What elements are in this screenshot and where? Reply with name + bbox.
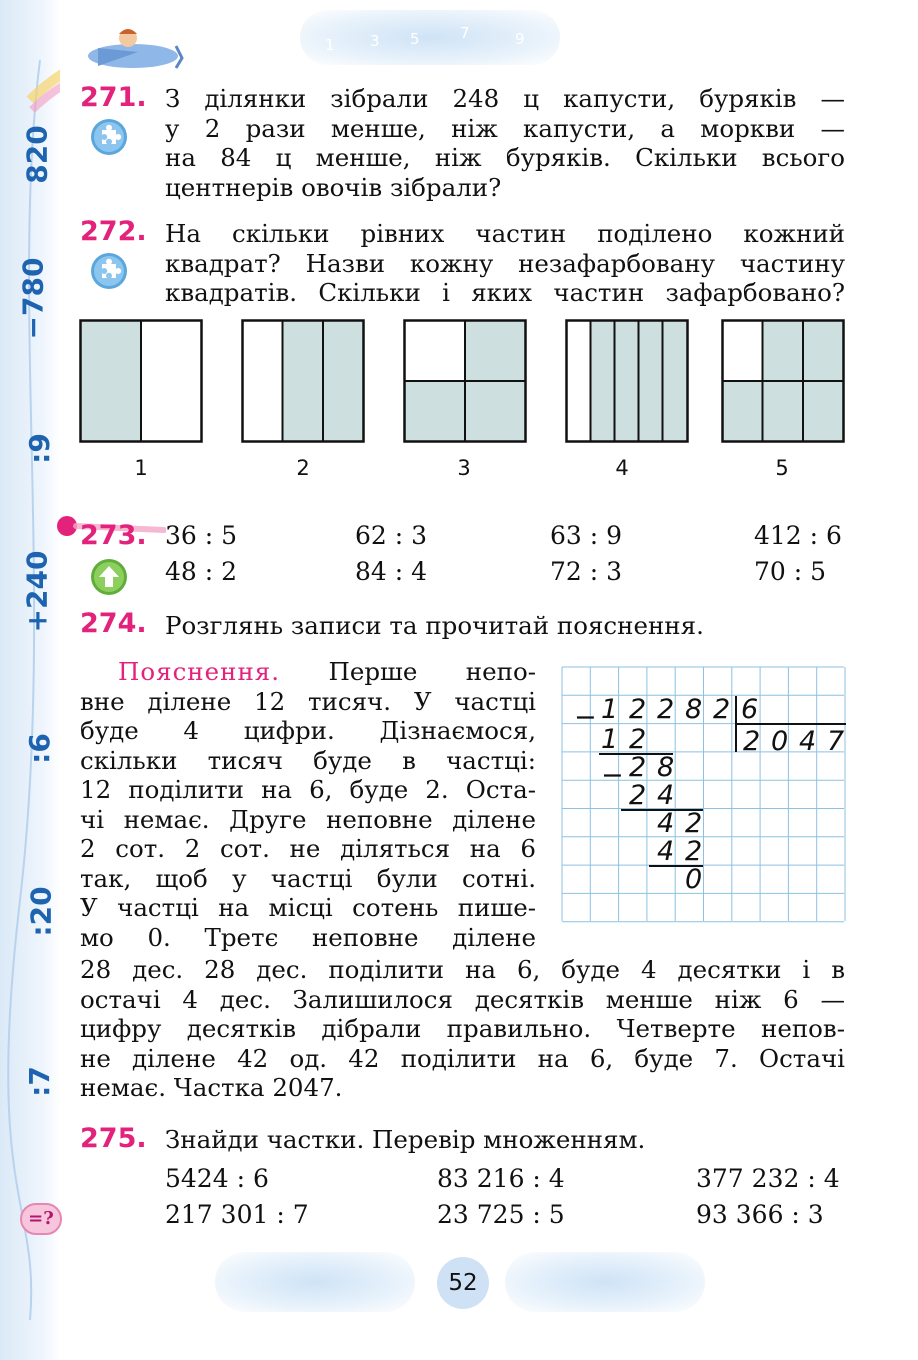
explanation-text: Перше непо- [328, 657, 536, 686]
task-273-number: 273. [80, 520, 147, 551]
rem3-digit: 0 [685, 864, 703, 895]
cloud-digit: 7 [460, 24, 470, 42]
expr-273: 72 : 3 [550, 557, 623, 586]
expr-275: 217 301 : 7 [165, 1200, 309, 1229]
task-271-number: 271. [80, 82, 147, 113]
expr-273: 62 : 3 [355, 521, 428, 550]
dividend-digit: 2 [629, 694, 647, 725]
expr-273: 63 : 9 [550, 521, 623, 550]
airplane-icon [78, 18, 188, 78]
explanation-line: немає. Частка 2047. [80, 1073, 343, 1102]
expr-275: 93 366 : 3 [696, 1200, 824, 1229]
rem2-digit: 4 [657, 808, 675, 839]
expr-275: 377 232 : 4 [696, 1164, 840, 1193]
side-label-div-9: :9 [22, 433, 56, 464]
task-272-number: 272. [80, 216, 147, 247]
square-4 [565, 319, 689, 443]
explanation-line: 12 поділити на 6, буде 2. Оста- [80, 775, 536, 804]
bottom-cloud-left [215, 1252, 415, 1312]
square-5 [721, 319, 845, 443]
explanation-line: 28 дес. 28 дес. поділити на 6, буде 4 десятки і в [80, 955, 845, 984]
bottom-cloud-right [505, 1252, 705, 1312]
quotient-digit: 4 [799, 726, 817, 757]
task-272-line: На скільки рівних частин поділено кожний [165, 219, 845, 248]
question-icon: =? [20, 1203, 62, 1235]
task-271-line: З ділянки зібрали 248 ц капусти, буряків — [165, 84, 845, 113]
explanation-wide [80, 955, 845, 1103]
quotient-digit: 0 [771, 726, 789, 757]
divisor: 6 [741, 694, 759, 725]
explanation-line: так, щоб у частці були сотні. [80, 863, 536, 893]
sub1-digit: 2 [629, 724, 647, 755]
side-label-div-7: :7 [22, 1066, 56, 1097]
cloud-digit: 9 [515, 30, 525, 48]
explanation-word: Пояснення. [118, 657, 281, 686]
dividend-digit: 1 [601, 694, 619, 725]
task-275-title: Знайди частки. Перевір множенням. [165, 1125, 646, 1154]
explanation-line: цифру десятків дібрали правильно. Четверте непов- [80, 1014, 845, 1043]
task-274-title: Розглянь записи та прочитай пояснення. [165, 611, 704, 640]
explanation-narrow [80, 657, 536, 952]
expr-273: 84 : 4 [355, 557, 428, 586]
side-label-plus-240: +240 [20, 550, 54, 633]
page-number: 52 [437, 1257, 489, 1309]
side-label-minus-780: −780 [16, 257, 50, 340]
sub2-digit: 2 [629, 780, 647, 811]
expr-273: 412 : 6 [754, 521, 842, 550]
expr-275: 23 725 : 5 [437, 1200, 565, 1229]
task-271-line: на 84 ц менше, ніж буряків. Скільки всього [165, 143, 845, 172]
square-label-5: 5 [775, 456, 789, 480]
side-curve [0, 0, 60, 1360]
cloud-digit: 3 [370, 32, 380, 50]
task-274-number: 274. [80, 608, 147, 639]
task-271-text [165, 84, 845, 202]
task-272-text [165, 219, 845, 308]
square-3 [403, 319, 527, 443]
square-2 [241, 319, 365, 443]
puzzle-icon [90, 118, 128, 156]
side-label-820: 820 [20, 125, 54, 184]
top-cloud [300, 10, 560, 65]
explanation-line: вне ділене 12 тисяч. У частці [80, 686, 536, 716]
explanation-line: не ділене 42 од. 42 поділити на 6, буде 7. Остачі [80, 1043, 845, 1073]
side-label-div-6: :6 [22, 733, 56, 764]
sub3-digit: 2 [685, 836, 703, 867]
dividend-digit: 2 [657, 694, 675, 725]
sub1-digit: 1 [601, 724, 619, 755]
quotient-digit: 2 [743, 726, 761, 757]
division-minus: − [574, 702, 597, 733]
rem1-digit: 2 [629, 752, 647, 783]
square-1 [79, 319, 203, 443]
explanation-line: чі немає. Друге неповне ділене [80, 804, 536, 834]
task-271-line: центнерів овочів зібрали? [165, 172, 502, 202]
explanation-line-1 [80, 657, 536, 687]
square-label-3: 3 [457, 456, 471, 480]
rem2-digit: 2 [685, 808, 703, 839]
task-272-line: квадратів. Скільки і яких частин зафарбовано? [165, 278, 845, 307]
expr-275: 5424 : 6 [165, 1164, 269, 1193]
cloud-digit: 5 [410, 30, 420, 48]
cloud-digit: 1 [325, 36, 335, 54]
explanation-line: У частці на місці сотень пише- [80, 893, 536, 922]
expr-273: 36 : 5 [165, 521, 238, 550]
division-grid [561, 666, 846, 923]
dividend-digit: 2 [713, 694, 731, 725]
explanation-line: скільки тисяч буде в частці: [80, 745, 536, 775]
expr-275: 83 216 : 4 [437, 1164, 565, 1193]
arrow-up-icon [90, 558, 128, 596]
puzzle-icon [90, 252, 128, 290]
division-minus: − [601, 760, 624, 791]
sub2-digit: 4 [657, 780, 675, 811]
explanation-line: мо 0. Третє неповне ділене [80, 922, 536, 952]
square-label-1: 1 [134, 456, 148, 480]
square-label-2: 2 [296, 456, 310, 480]
side-label-div-20: :20 [24, 886, 58, 937]
task-271-line: у 2 рази менше, ніж капусти, а моркви — [165, 113, 845, 143]
explanation-line: 2 сот. 2 сот. не діляться на 6 [80, 834, 536, 863]
explanation-line: остачі 4 дес. Залишилося десятків менше ніж 6 — [80, 984, 845, 1014]
task-272-line: квадрат? Назви кожну незафарбовану частину [165, 248, 845, 278]
dividend-digit: 8 [685, 694, 703, 725]
expr-273: 48 : 2 [165, 557, 238, 586]
square-label-4: 4 [615, 456, 629, 480]
sub3-digit: 4 [657, 836, 675, 867]
explanation-line: буде 4 цифри. Дізнаємося, [80, 716, 536, 745]
rem1-digit: 8 [657, 752, 675, 783]
quotient-digit: 7 [827, 726, 845, 757]
task-275-number: 275. [80, 1123, 147, 1154]
expr-273: 70 : 5 [754, 557, 827, 586]
